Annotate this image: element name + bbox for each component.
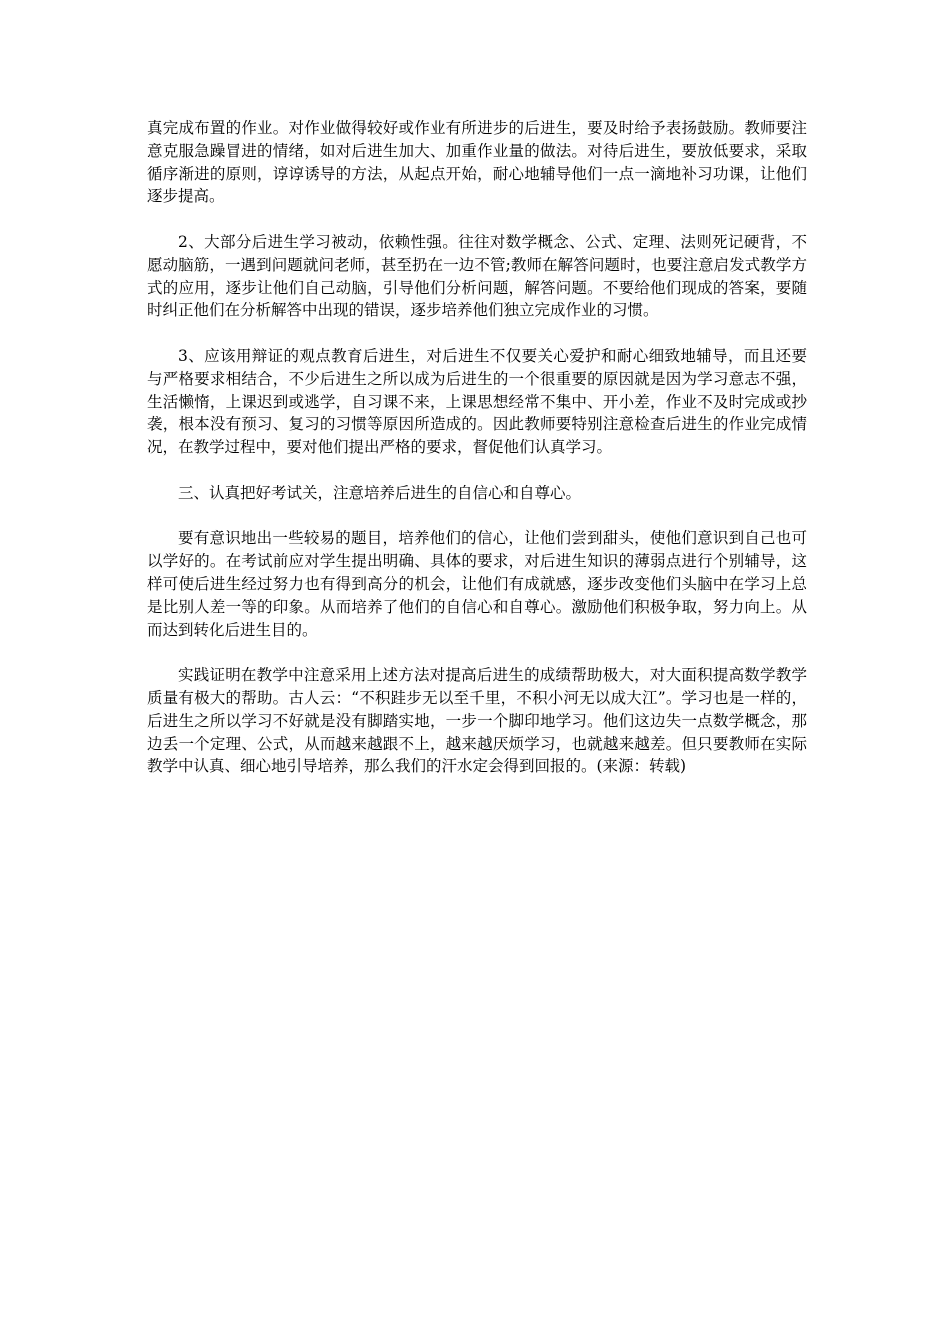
paragraph-continuation: 真完成布置的作业。对作业做得较好或作业有所进步的后进生，要及时给予表扬鼓励。教师要注意克服急躁冒进的情绪，如对后进生加大、加重作业量的做法。对待后进生，要放低要求，采取循序渐进的原则，谆谆诱导的方法，从起点开始，耐心地辅导他们一点一滴地补习功课，让他们逐步提高。 (147, 119, 807, 206)
document-body (147, 117, 807, 801)
paragraph-point-2: 2、大部分后进生学习被动，依赖性强。往往对数学概念、公式、定理、法则死记硬背，不愿动脑筋，一遇到问题就问老师，甚至扔在一边不管;教师在解答问题时，也要注意启发式教学方式的应用，逐步让他们自己动脑，引导他们分析问题，解答问题。不要给他们现成的答案，要随时纠正他们在分析解答中出现的错误，逐步培养他们独立完成作业的习惯。 (147, 232, 807, 320)
paragraph-exam-confidence: 要有意识地出一些较易的题目，培养他们的信心，让他们尝到甜头，使他们意识到自己也可以学好的。在考试前应对学生提出明确、具体的要求，对后进生知识的薄弱点进行个别辅导，这样可使后进生经过努力也有得到高分的机会，让他们有成就感，逐步改变他们头脑中在学习上总是比别人差一等的印象。从而培养了他们的自信心和自尊心。激励他们积极争取，努力向上。从而达到转化后进生目的。 (147, 529, 807, 639)
paragraph-conclusion: 实践证明在教学中注意采用上述方法对提高后进生的成绩帮助极大，对大面积提高数学教学质量有极大的帮助。古人云：“不积跬步无以至千里，不积小河无以成大江”。学习也是一样的，后进生之所以学习不好就是没有脚踏实地，一步一个脚印地学习。他们这边失一点数学概念，那边丢一个定理、公式，从而越来越跟不上，越来越厌烦学习，也就越来越差。但只要教师在实际教学中认真、细心地引导培养，那么我们的汗水定会得到回报的。(来源：转载) (147, 666, 807, 776)
section-heading-3: 三、认真把好考试关，注意培养后进生的自信心和自尊心。 (178, 483, 582, 502)
paragraph-point-3: 3、应该用辩证的观点教育后进生，对后进生不仅要关心爱护和耐心细致地辅导，而且还要与严格要求相结合，不少后进生之所以成为后进生的一个很重要的原因就是因为学习意志不强，生活懒惰，上课迟到或逃学，自习课不来，上课思想经常不集中、开小差，作业不及时完成或抄袭，根本没有预习、复习的习惯等原因所造成的。因此教师要特别注意检查后进生的作业完成情况，在教学过程中，要对他们提出严格的要求，督促他们认真学习。 (147, 346, 807, 457)
